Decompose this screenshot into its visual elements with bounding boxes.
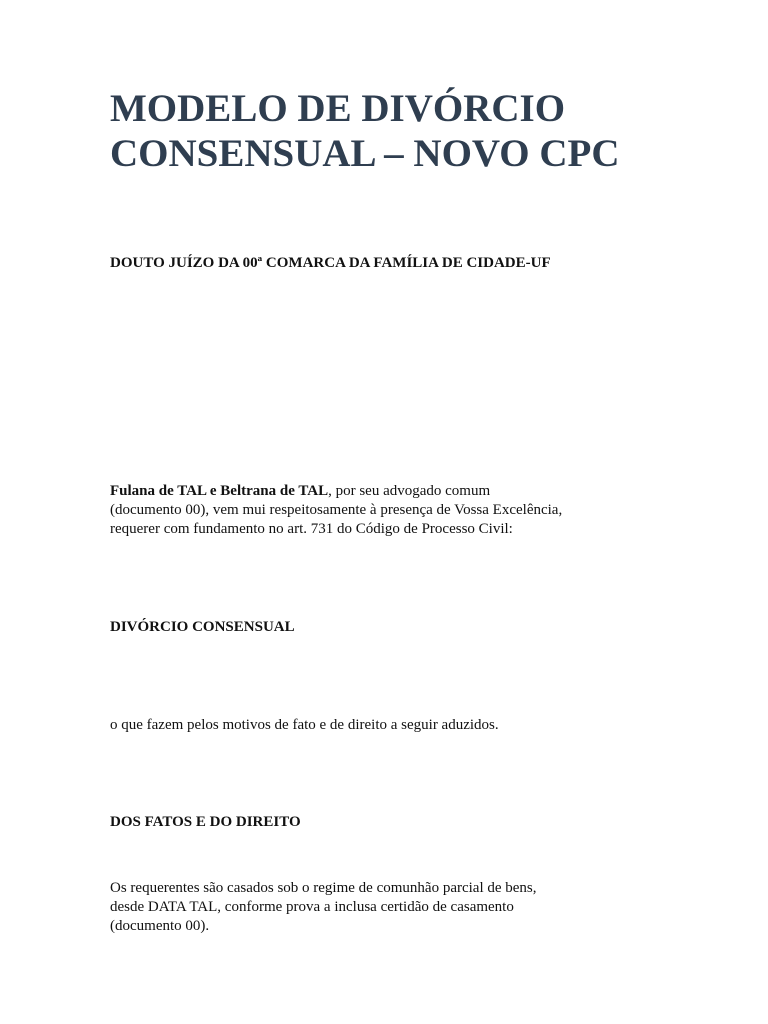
intro-line-3: requerer com fundamento no art. 731 do Código de Processo Civil:	[110, 521, 513, 537]
document-title	[110, 86, 710, 176]
intro-line-1-rest: , por seu advogado comum	[328, 483, 491, 499]
facts-line-3: (documento 00).	[110, 918, 210, 934]
facts-line-1: Os requerentes são casados sob o regime de comunhão parcial de bens,	[110, 880, 537, 896]
facts-paragraph	[110, 879, 670, 936]
intro-paragraph	[110, 482, 670, 539]
facts-line-2: desde DATA TAL, conforme prova a inclusa certidão de casamento	[110, 899, 514, 915]
motives-paragraph: o que fazem pelos motivos de fato e de direito a seguir aduzidos.	[110, 717, 499, 733]
facts-heading: DOS FATOS E DO DIREITO	[110, 814, 301, 830]
parties-names: Fulana de TAL e Beltrana de TAL	[110, 483, 329, 499]
title-line-1: MODELO DE DIVÓRCIO	[110, 87, 566, 130]
intro-line-1	[110, 482, 670, 501]
action-heading: DIVÓRCIO CONSENSUAL	[110, 619, 295, 635]
court-heading: DOUTO JUÍZO DA 00ª COMARCA DA FAMÍLIA DE CIDADE-UF	[110, 255, 551, 271]
intro-line-2: (documento 00), vem mui respeitosamente à presença de Vossa Excelência,	[110, 502, 563, 518]
title-line-2: CONSENSUAL – NOVO CPC	[110, 132, 620, 175]
